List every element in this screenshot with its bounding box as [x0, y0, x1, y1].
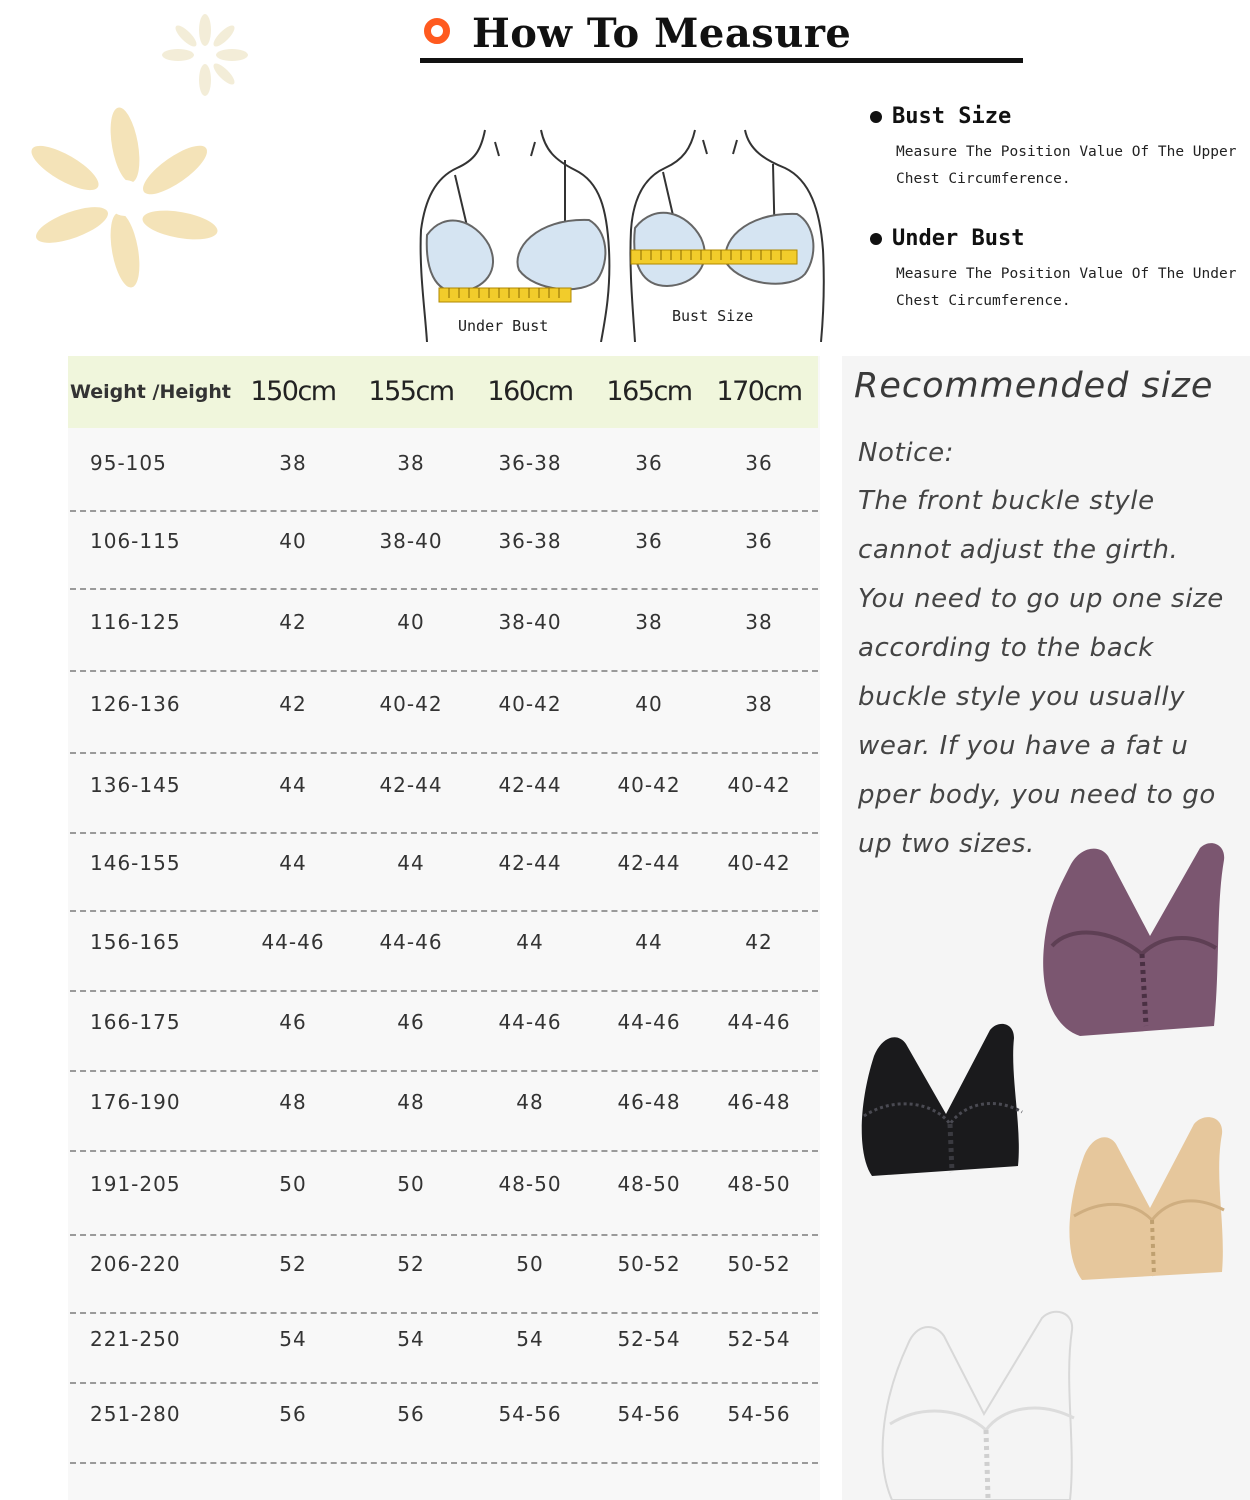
row-divider	[70, 670, 818, 672]
tip-desc-line: Chest Circumference.	[896, 171, 1071, 187]
table-row	[68, 914, 818, 990]
notice-label: Notice:	[858, 438, 955, 468]
size-cell: 44-46	[727, 1010, 791, 1034]
size-cell: 54-56	[727, 1402, 791, 1426]
size-cell: 48-50	[617, 1172, 681, 1196]
size-cell: 42-44	[498, 773, 562, 797]
tip-desc-line: Measure The Position Value Of The Upper	[896, 144, 1237, 160]
table-row	[68, 1154, 818, 1234]
size-cell: 48	[397, 1090, 425, 1114]
page-title-text: How To Measure	[472, 10, 852, 57]
size-chart-table	[68, 356, 820, 1500]
size-cell: 36-38	[498, 529, 562, 553]
bust-size-label: Bust Size	[672, 307, 754, 325]
size-cell: 40-42	[727, 851, 791, 875]
table-row	[68, 1074, 818, 1150]
tip-desc-line: Measure The Position Value Of The Under	[896, 266, 1237, 282]
size-cell: 40-42	[617, 773, 681, 797]
notice-line: You need to go up one size	[858, 584, 1224, 614]
tip-heading	[870, 226, 1250, 251]
tip-under-bust	[870, 226, 1250, 315]
size-cell: 52-54	[727, 1327, 791, 1351]
weight-cell: 116-125	[90, 610, 181, 634]
row-divider	[70, 1070, 818, 1072]
weight-cell: 136-145	[90, 773, 181, 797]
black-bra-image	[854, 1016, 1054, 1186]
size-cell: 44	[516, 930, 544, 954]
size-cell: 44	[635, 930, 663, 954]
size-cell: 38-40	[498, 610, 562, 634]
weight-cell: 176-190	[90, 1090, 181, 1114]
size-cell: 50	[397, 1172, 425, 1196]
table-row	[68, 994, 818, 1070]
size-cell: 42	[279, 692, 307, 716]
size-cell: 54-56	[498, 1402, 562, 1426]
height-column-header: 165cm	[606, 376, 692, 407]
row-divider	[70, 752, 818, 754]
size-cell: 36	[745, 451, 773, 475]
row-divider	[70, 1382, 818, 1384]
size-cell: 44	[397, 851, 425, 875]
weight-cell: 251-280	[90, 1402, 181, 1426]
row-divider	[70, 910, 818, 912]
size-cell: 56	[397, 1402, 425, 1426]
size-cell: 44-46	[498, 1010, 562, 1034]
recommended-size-panel	[842, 356, 1250, 1500]
size-cell: 44	[279, 773, 307, 797]
page-title	[420, 8, 1025, 66]
size-cell: 46	[397, 1010, 425, 1034]
tip-title: Under Bust	[892, 226, 1025, 251]
size-cell: 54-56	[617, 1402, 681, 1426]
size-cell: 54	[397, 1327, 425, 1351]
size-cell: 44-46	[617, 1010, 681, 1034]
size-cell: 40-42	[379, 692, 443, 716]
size-cell: 50	[279, 1172, 307, 1196]
weight-height-header: Weight /Height	[70, 381, 231, 403]
row-divider	[70, 1150, 818, 1152]
size-cell: 36	[635, 451, 663, 475]
size-cell: 46	[279, 1010, 307, 1034]
size-cell: 44	[279, 851, 307, 875]
recommended-size-title: Recommended size	[854, 366, 1214, 406]
size-cell: 38	[279, 451, 307, 475]
size-cell: 46-48	[727, 1090, 791, 1114]
size-cell: 36-38	[498, 451, 562, 475]
size-cell: 50	[516, 1252, 544, 1276]
size-cell: 40	[635, 692, 663, 716]
size-cell: 54	[516, 1327, 544, 1351]
notice-line: according to the back	[858, 633, 1154, 663]
beige-bra-image	[1054, 1106, 1244, 1286]
notice-line: wear. If you have a fat u	[858, 731, 1189, 761]
notice-line: pper body, you need to go	[858, 780, 1216, 810]
table-row	[68, 676, 818, 752]
size-cell: 42-44	[379, 773, 443, 797]
size-cell: 48-50	[727, 1172, 791, 1196]
table-row	[68, 514, 818, 588]
weight-cell: 146-155	[90, 851, 181, 875]
tip-description	[896, 261, 1250, 315]
size-cell: 36	[635, 529, 663, 553]
size-cell: 38	[635, 610, 663, 634]
size-cell: 46-48	[617, 1090, 681, 1114]
size-cell: 40	[279, 529, 307, 553]
under-bust-label: Under Bust	[458, 317, 549, 335]
white-bra-image	[872, 1304, 1092, 1500]
size-cell: 48	[279, 1090, 307, 1114]
height-column-header: 155cm	[368, 376, 454, 407]
row-divider	[70, 1462, 818, 1464]
size-cell: 56	[279, 1402, 307, 1426]
weight-cell: 206-220	[90, 1252, 181, 1276]
notice-line: buckle style you usually	[858, 682, 1186, 712]
flower-decoration-icon	[10, 100, 240, 290]
flower-decoration-icon	[150, 10, 260, 100]
table-row	[68, 1236, 818, 1312]
size-cell: 38	[745, 692, 773, 716]
weight-cell: 166-175	[90, 1010, 181, 1034]
size-cell: 52-54	[617, 1327, 681, 1351]
size-cell: 44-46	[379, 930, 443, 954]
size-cell: 40-42	[727, 773, 791, 797]
weight-cell: 156-165	[90, 930, 181, 954]
size-cell: 50-52	[617, 1252, 681, 1276]
size-cell: 38-40	[379, 529, 443, 553]
row-divider	[70, 588, 818, 590]
weight-cell: 191-205	[90, 1172, 181, 1196]
size-cell: 42-44	[617, 851, 681, 875]
purple-bra-image	[1030, 836, 1230, 1046]
weight-cell: 221-250	[90, 1327, 181, 1351]
size-cell: 48-50	[498, 1172, 562, 1196]
size-cell: 54	[279, 1327, 307, 1351]
size-cell: 36	[745, 529, 773, 553]
size-cell: 42	[745, 930, 773, 954]
tip-bust-size	[870, 104, 1250, 193]
size-cell: 48	[516, 1090, 544, 1114]
title-underline	[420, 58, 1023, 63]
size-cell: 42-44	[498, 851, 562, 875]
weight-cell: 126-136	[90, 692, 181, 716]
row-divider	[70, 990, 818, 992]
table-header-row	[68, 356, 818, 428]
table-row	[68, 1386, 818, 1462]
bullet-icon	[870, 233, 882, 245]
size-cell: 38	[745, 610, 773, 634]
notice-line: The front buckle style	[858, 486, 1155, 516]
size-cell: 40	[397, 610, 425, 634]
table-row	[68, 758, 818, 832]
size-cell: 38	[397, 451, 425, 475]
height-column-header: 160cm	[487, 376, 573, 407]
table-row	[68, 594, 818, 670]
tip-title: Bust Size	[892, 104, 1012, 129]
row-divider	[70, 510, 818, 512]
size-cell: 42	[279, 610, 307, 634]
size-cell: 44-46	[261, 930, 325, 954]
notice-line: up two sizes.	[858, 829, 1035, 859]
weight-cell: 106-115	[90, 529, 181, 553]
tip-description	[896, 139, 1250, 193]
row-divider	[70, 832, 818, 834]
bullet-icon	[870, 111, 882, 123]
size-cell: 52	[397, 1252, 425, 1276]
title-bullet-icon	[424, 18, 450, 44]
table-row	[68, 436, 818, 510]
row-divider	[70, 1312, 818, 1314]
tip-desc-line: Chest Circumference.	[896, 293, 1071, 309]
height-column-header: 150cm	[250, 376, 336, 407]
table-row	[68, 836, 818, 910]
measure-guide-section	[0, 0, 1250, 340]
size-cell: 40-42	[498, 692, 562, 716]
table-row	[68, 1316, 818, 1382]
notice-line: cannot adjust the girth.	[858, 535, 1179, 565]
weight-cell: 95-105	[90, 451, 167, 475]
height-column-header: 170cm	[716, 376, 802, 407]
tip-heading	[870, 104, 1250, 129]
size-cell: 50-52	[727, 1252, 791, 1276]
size-cell: 52	[279, 1252, 307, 1276]
bra-measure-diagram	[415, 120, 855, 342]
